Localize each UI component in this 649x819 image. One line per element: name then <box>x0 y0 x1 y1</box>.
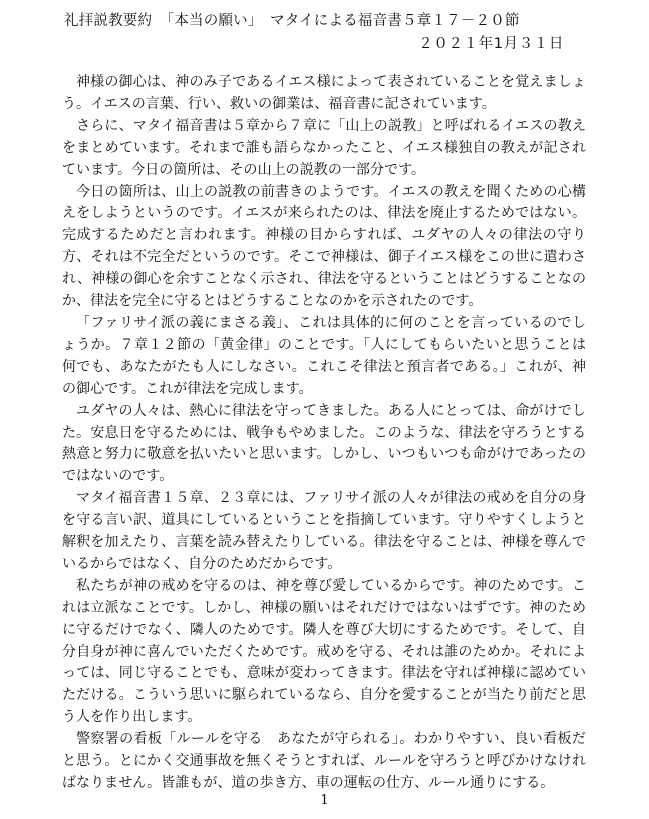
sermon-body <box>62 72 586 795</box>
sermon-date: ２０２１年1月３１日 <box>418 36 564 52</box>
paragraph: 神様の御心は、神のみ子であるイエス様によって表されていることを覚えましょう。イエスの言葉、行い、救いの御業は、福音書に記されています。 <box>62 74 586 112</box>
paragraph: 今日の箇所は、山上の説教の前書きのようです。イエスの教えを聞くための心構えをしようというのです。イエスが来られたのは、律法を廃止するためではない。完成するためだと言われます。神様の目からすれば、ユダヤの人々の律法の守り方、それは不完全だというのです。そこで神様は、御子イエス様をこの世に遣わされ、神様の御心を余すことなく示され、律法を守るということはどうすることなのか、律法を完全に守るとはどうすることなのかを示されたのです。 <box>62 183 586 310</box>
paragraph: マタイ福音書１５章、２３章には、ファリサイ派の人々が律法の戒めを自分の身を守る言い訳、道具にしているということを指摘しています。守りやすくしようと解釈を加えたり、言葉を読み替えたりしている。律法を守ることは、神様を尊んでいるからではなく、自分のためだからです。 <box>62 490 586 572</box>
paragraph: さらに、マタイ福音書は５章から７章に「山上の説教」と呼ばれるイエスの教えをまとめています。それまで誰も語らなかったこと、イエス様独自の教えが記されています。今日の箇所は、その山上の説教の一部分です。 <box>62 117 586 178</box>
paragraph: 警察署の看板「ルールを守る あなたが守られる」。わかりやすい、良い看板だと思う。とにかく交通事故を無くそうとすれば、ルールを守ろうと呼びかけなければなりません。皆誰もが、道の歩き方、車の運転の仕方、ルール通りにする。 <box>62 731 586 791</box>
page-number: 1 <box>320 793 329 808</box>
sermon-title: 礼拝説教要約 「本当の願い」 マタイによる福音書５章１７－２０節 <box>64 13 520 29</box>
paragraph: 私たちが神の戒めを守るのは、神を尊び愛しているからです。神のためです。これは立派なことです。しかし、神様の願いはそれだけではないはずです。神のために守るだけでなく、隣人のためです。隣人を尊び大切にするためです。そして、自分自身が神に喜んでいただくためです。戒めを守る、それは誰のためか。それによっては、同じ守ることでも、意味が変わってきます。律法を守れば神様に認めていただける。こういう思いに駆られているなら、自分を愛することが当たり前だと思う人を作り出します。 <box>62 577 586 726</box>
paragraph: 「ファリサイ派の義にまさる義」、これは具体的に何のことを言っているのでしょうか。７章１２節の「黄金律」のことです。「人にしてもらいたいと思うことは何でも、あなたがたも人にしなさい。これこそ律法と預言者である。」これが、神の御心です。これが律法を完成します。 <box>62 314 586 397</box>
paragraph: ユダヤの人々は、熱心に律法を守ってきました。ある人にとっては、命がけでした。安息日を守るためには、戦争もやめました。このような、律法を守ろうとする熱意と努力に敬意を払いたいと思います。しかし、いつもいつも命がけであったのではないのです。 <box>62 402 586 485</box>
